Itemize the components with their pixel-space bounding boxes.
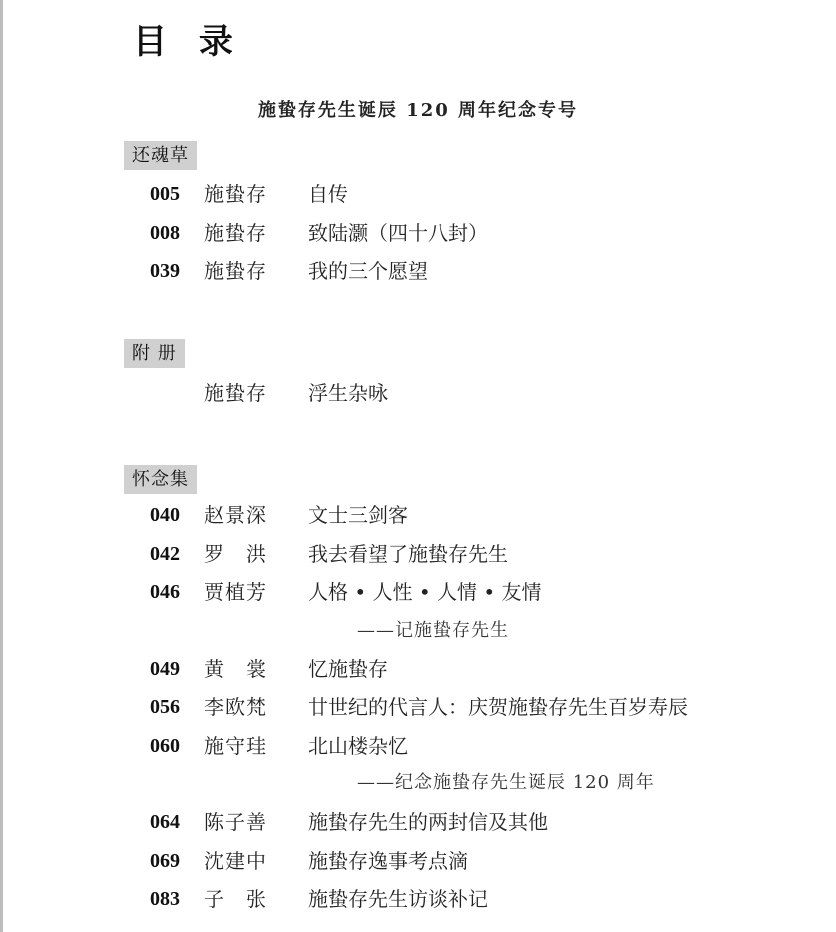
page-number: 042 <box>150 543 180 565</box>
page-edge-rule <box>0 0 3 932</box>
toc-entry[interactable] <box>0 845 836 877</box>
author-name: 赵景深 <box>204 503 267 527</box>
page-number: 046 <box>150 581 180 603</box>
toc-entry[interactable] <box>0 576 836 608</box>
toc-entry[interactable] <box>0 178 836 210</box>
author-name: 李欧梵 <box>204 695 267 719</box>
author-name: 子 张 <box>204 887 267 911</box>
page-number: 049 <box>150 658 180 680</box>
entry-title: 我的三个愿望 <box>308 259 428 283</box>
author-name: 施蛰存 <box>204 259 267 283</box>
page-number: 060 <box>150 735 180 757</box>
author-name: 罗 洪 <box>204 542 267 566</box>
entry-title: 浮生杂咏 <box>308 381 388 405</box>
toc-entry[interactable] <box>0 691 836 723</box>
page-number: 083 <box>150 888 180 910</box>
author-name: 施蛰存 <box>204 381 267 405</box>
page-number: 056 <box>150 696 180 718</box>
toc-entry[interactable] <box>0 377 836 409</box>
author-name: 沈建中 <box>204 849 267 873</box>
section-label: 附 册 <box>124 339 185 368</box>
issue-subtitle: 施蛰存先生诞辰 120 周年纪念专号 <box>257 100 579 121</box>
entry-title: 施蛰存先生访谈补记 <box>308 887 488 911</box>
author-name: 施蛰存 <box>204 182 267 206</box>
page-title: 目 录 <box>133 22 243 62</box>
author-name: 施守珪 <box>204 734 267 758</box>
entry-title: 我去看望了施蛰存先生 <box>308 542 508 566</box>
author-name: 贾植芳 <box>204 580 267 604</box>
author-name: 陈子善 <box>204 810 267 834</box>
toc-entry[interactable] <box>0 499 836 531</box>
toc-entry[interactable] <box>0 217 836 249</box>
page-number: 040 <box>150 504 180 526</box>
page-number: 064 <box>150 811 180 833</box>
author-name: 施蛰存 <box>204 221 267 245</box>
entry-title: 人格 • 人性 • 人情 • 友情 <box>308 580 542 604</box>
entry-title: 自传 <box>308 182 348 206</box>
toc-entry[interactable] <box>0 255 836 287</box>
entry-title: 施蛰存逸事考点滴 <box>308 849 468 873</box>
toc-entry[interactable] <box>0 730 836 762</box>
entry-subtitle: ——纪念施蛰存先生诞辰 120 周年 <box>357 772 655 793</box>
entry-title: 廿世纪的代言人：庆贺施蛰存先生百岁寿辰 <box>308 695 688 719</box>
entry-title: 致陆灏（四十八封） <box>308 221 488 245</box>
section-label: 怀念集 <box>124 465 197 494</box>
entry-subtitle: ——记施蛰存先生 <box>357 620 509 641</box>
page-number: 069 <box>150 850 180 872</box>
section-label: 还魂草 <box>124 141 197 170</box>
toc-entry[interactable] <box>0 883 836 915</box>
toc-entry[interactable] <box>0 538 836 570</box>
page-number: 008 <box>150 222 180 244</box>
entry-title: 北山楼杂忆 <box>308 734 408 758</box>
entry-title: 文士三剑客 <box>308 503 408 527</box>
entry-title: 施蛰存先生的两封信及其他 <box>308 810 548 834</box>
page-number: 005 <box>150 183 180 205</box>
page-number: 039 <box>150 260 180 282</box>
toc-entry[interactable] <box>0 653 836 685</box>
entry-title: 忆施蛰存 <box>308 657 388 681</box>
author-name: 黄 裳 <box>204 657 267 681</box>
toc-entry[interactable] <box>0 806 836 838</box>
